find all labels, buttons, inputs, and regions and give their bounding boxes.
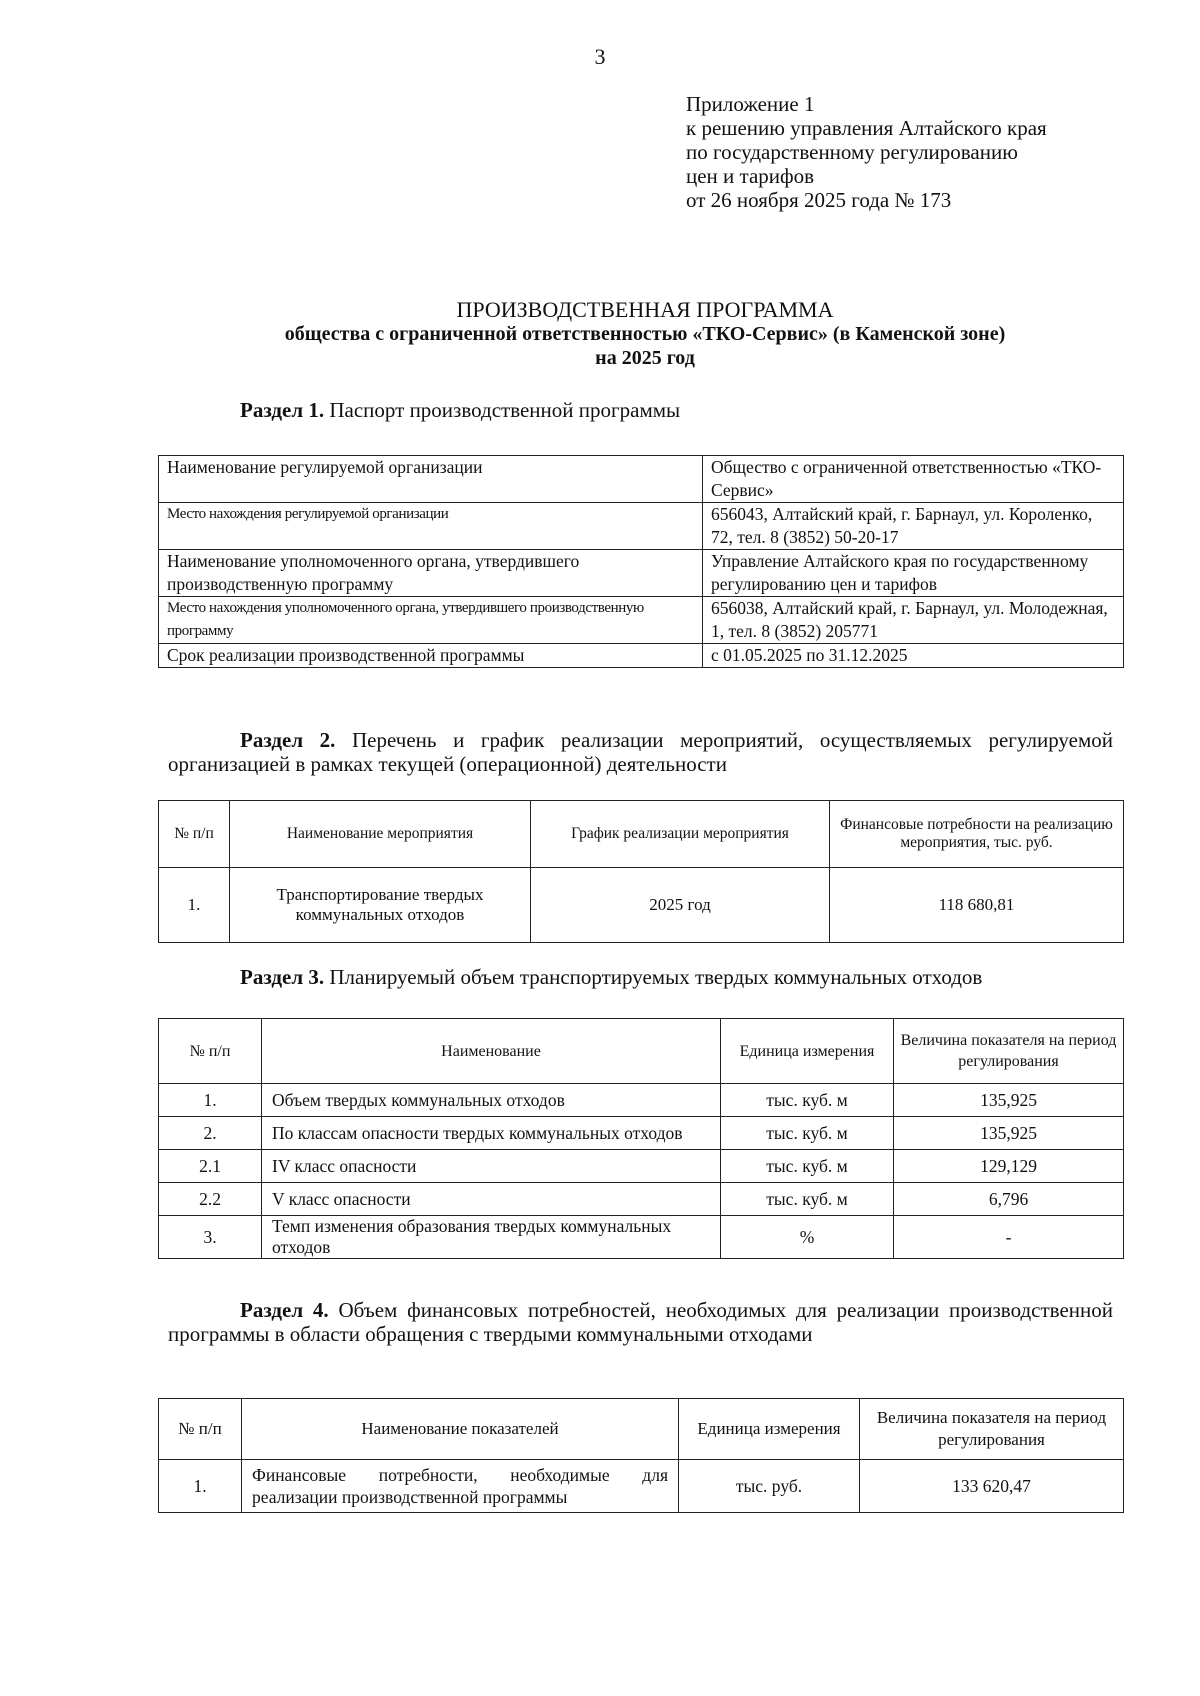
table-row [159,1084,1124,1117]
table-row [159,456,1124,503]
table-cell: 2.2 [159,1183,262,1216]
section-text: Объем финансовых потребностей, необходимых для реализации производственной программы в области обращения с твердыми коммунальными отходами [168,1298,1113,1346]
table-cell: 135,925 [894,1084,1124,1117]
section-label: Раздел 2. [240,728,336,752]
section-3-heading [240,965,982,989]
table-cell: По классам опасности твердых коммунальных отходов [262,1117,721,1150]
table-cell: V класс опасности [262,1183,721,1216]
table-cell: 1. [159,1084,262,1117]
table-cell: - [894,1216,1124,1259]
column-header: Величина показателя на период регулирования [894,1019,1124,1084]
table-cell: 2.1 [159,1150,262,1183]
column-header: Финансовые потребности на реализацию мероприятия, тыс. руб. [830,801,1124,868]
column-header: Наименование [262,1019,721,1084]
title-line-3: на 2025 год [595,347,695,369]
appendix-line: Приложение 1 [686,92,815,116]
column-header: № п/п [159,1019,262,1084]
table-row [159,1183,1124,1216]
table-cell: с 01.05.2025 по 31.12.2025 [703,644,1124,668]
section-text: Перечень и график реализации мероприятий, осуществляемых регулируемой организацией в рамках текущей (операционной) деятельности [168,728,1113,776]
table-cell: 2025 год [531,868,830,943]
table-cell: 135,925 [894,1117,1124,1150]
page-number: 3 [594,44,606,69]
section-text: Паспорт производственной программы [329,398,681,422]
passport-table [158,455,1124,668]
column-header: Единица измерения [721,1019,894,1084]
table-cell: 6,796 [894,1183,1124,1216]
table-cell: Общество с ограниченной ответственностью «ТКО-Сервис» [703,456,1124,503]
table-cell: 3. [159,1216,262,1259]
appendix-line: от 26 ноября 2025 года № 173 [686,188,952,212]
column-header: График реализации мероприятия [531,801,830,868]
section-4-heading [168,1298,1113,1346]
table-row [159,868,1124,943]
appendix-line: к решению управления Алтайского края [686,116,1047,140]
title-line-2: общества с ограниченной ответственностью «ТКО-Сервис» (в Каменской зоне) [284,323,1006,345]
table-row [159,1216,1124,1259]
section-text: Планируемый объем транспортируемых твердых коммунальных отходов [329,965,983,989]
table-cell: Управление Алтайского края по государственному регулированию цен и тарифов [703,550,1124,597]
table-cell: тыс. руб. [679,1460,860,1513]
table-row [159,1117,1124,1150]
section-label: Раздел 1. [240,398,325,422]
column-header: Единица измерения [679,1399,860,1460]
appendix-line: цен и тарифов [686,164,815,188]
table-header-row [159,1019,1124,1084]
table-cell: Наименование регулируемой организации [159,456,703,503]
table-row [159,503,1124,550]
column-header: Наименование мероприятия [230,801,531,868]
table-cell: Место нахождения уполномоченного органа, утвердившего производственную программу [159,597,703,644]
appendix-block [686,92,1047,212]
section-label: Раздел 4. [240,1298,329,1322]
table-row [159,1460,1124,1513]
table-row [159,1150,1124,1183]
table-cell: тыс. куб. м [721,1117,894,1150]
document-title [150,298,1140,370]
table-cell: % [721,1216,894,1259]
section-1-heading [240,398,680,422]
table-cell: Срок реализации производственной программы [159,644,703,668]
section-2-heading [168,728,1113,776]
table-row [159,597,1124,644]
section-label: Раздел 3. [240,965,325,989]
table-cell: 133 620,47 [860,1460,1124,1513]
table-cell: Финансовые потребности, необходимые для реализации производственной программы [242,1460,679,1513]
table-cell: тыс. куб. м [721,1150,894,1183]
table-cell: 656043, Алтайский край, г. Барнаул, ул. Короленко, 72, тел. 8 (3852) 50-20-17 [703,503,1124,550]
financial-table [158,1398,1124,1513]
table-cell: 2. [159,1117,262,1150]
table-header-row [159,801,1124,868]
column-header: Величина показателя на период регулирования [860,1399,1124,1460]
appendix-line: по государственному регулированию [686,140,1018,164]
table-cell: Транспортирование твердых коммунальных отходов [230,868,531,943]
table-cell: Объем твердых коммунальных отходов [262,1084,721,1117]
table-cell: 118 680,81 [830,868,1124,943]
table-cell: 1. [159,1460,242,1513]
table-cell: Место нахождения регулируемой организации [159,503,703,550]
table-cell: тыс. куб. м [721,1183,894,1216]
table-header-row [159,1399,1124,1460]
column-header: Наименование показателей [242,1399,679,1460]
table-cell: Темп изменения образования твердых коммунальных отходов [262,1216,721,1259]
table-cell: 129,129 [894,1150,1124,1183]
table-cell: IV класс опасности [262,1150,721,1183]
measures-table [158,800,1124,943]
column-header: № п/п [159,1399,242,1460]
table-cell: 656038, Алтайский край, г. Барнаул, ул. Молодежная, 1, тел. 8 (3852) 205771 [703,597,1124,644]
title-line-1: ПРОИЗВОДСТВЕННАЯ ПРОГРАММА [456,297,834,322]
table-row [159,644,1124,668]
table-cell: Наименование уполномоченного органа, утвердившего производственную программу [159,550,703,597]
table-cell: 1. [159,868,230,943]
table-row [159,550,1124,597]
table-cell: тыс. куб. м [721,1084,894,1117]
column-header: № п/п [159,801,230,868]
volume-table [158,1018,1124,1259]
